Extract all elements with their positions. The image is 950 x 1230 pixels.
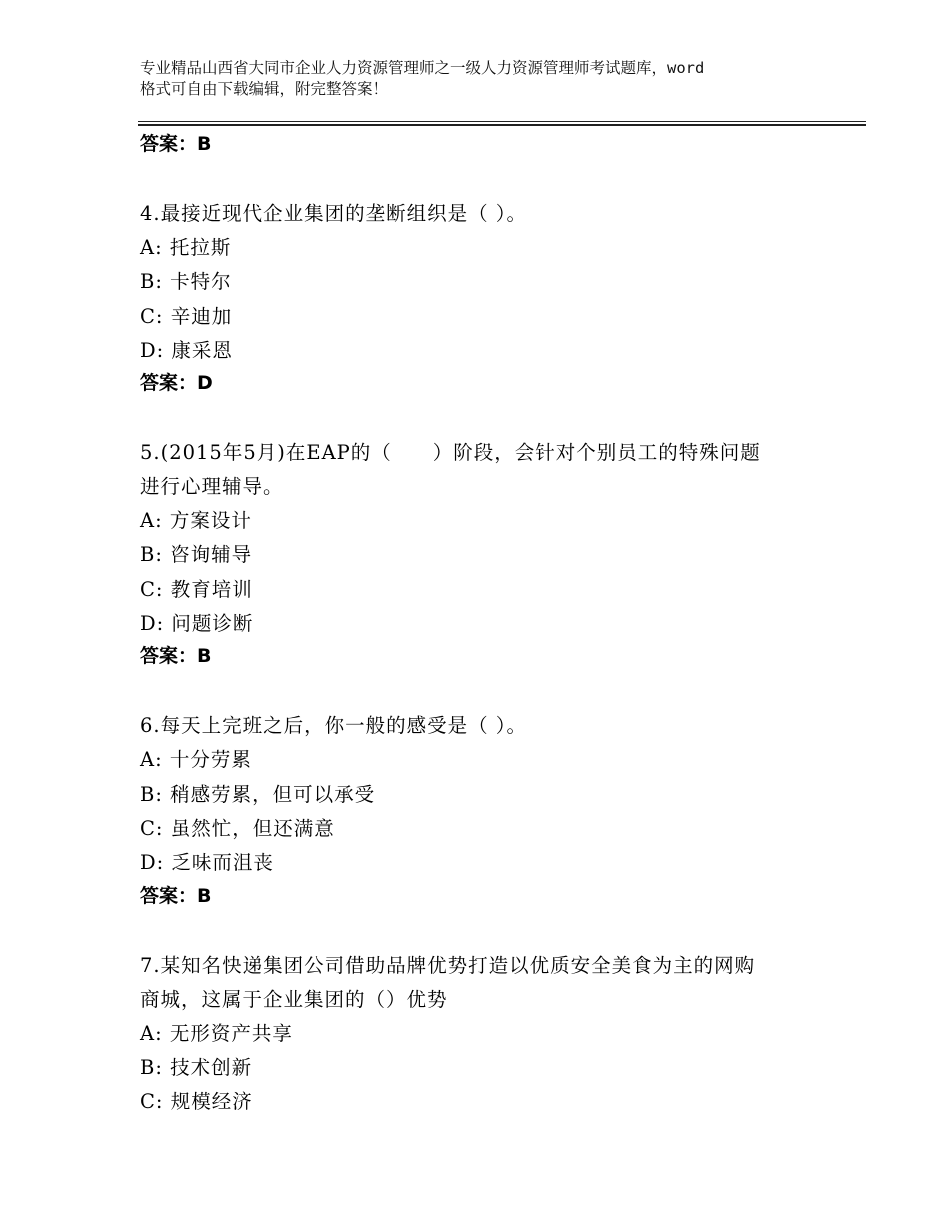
answer-prev-question: 答案：B xyxy=(140,133,212,155)
question-6 xyxy=(140,709,820,910)
option-a: A: 托拉斯 xyxy=(140,236,232,259)
option-b: B: 咨询辅导 xyxy=(140,543,253,567)
option-a: A: 十分劳累 xyxy=(140,748,252,772)
option-c: C: 虽然忙，但还满意 xyxy=(140,816,335,840)
option-c: C: 规模经济 xyxy=(140,1090,253,1114)
answer: 答案：B xyxy=(140,645,212,668)
header-line-1: 专业精品山西省大同市企业人力资源管理师之一级人力资源管理师考试题库，word xyxy=(140,59,705,77)
question-text-continued: 商城，这属于企业集团的（）优势 xyxy=(140,987,448,1011)
document-body xyxy=(140,128,820,1119)
answer: 答案：B xyxy=(140,884,212,907)
option-a: A: 无形资产共享 xyxy=(140,1021,293,1045)
option-c: C: 教育培训 xyxy=(140,577,253,601)
question-5 xyxy=(140,436,820,671)
option-b: B: 技术创新 xyxy=(140,1055,253,1079)
question-text-continued: 进行心理辅导。 xyxy=(140,475,284,499)
page-header xyxy=(140,58,840,100)
option-d: D: 乏味而沮丧 xyxy=(140,851,274,875)
question-text: 7.某知名快递集团公司借助品牌优势打造以优质安全美食为主的网购 xyxy=(140,953,756,977)
question-text: 6.每天上完班之后，你一般的感受是（ ）。 xyxy=(140,714,528,738)
header-line-2: 格式可自由下载编辑，附完整答案！ xyxy=(140,80,389,98)
option-d: D: 康采恩 xyxy=(140,338,233,362)
question-4 xyxy=(140,197,820,398)
question-7 xyxy=(140,949,820,1120)
option-b: B: 稍感劳累，但可以承受 xyxy=(140,782,376,806)
option-d: D: 问题诊断 xyxy=(140,612,254,636)
option-a: A: 方案设计 xyxy=(140,509,252,533)
header-divider-lower xyxy=(138,125,866,126)
option-b: B: 卡特尔 xyxy=(140,270,232,294)
question-text: 4.最接近现代企业集团的垄断组织是（ ）。 xyxy=(140,202,528,225)
question-text: 5.(2015年5月)在EAP的（ ）阶段，会针对个别员工的特殊问题 xyxy=(140,441,761,465)
answer: 答案：D xyxy=(140,372,213,395)
option-c: C: 辛迪加 xyxy=(140,304,233,328)
